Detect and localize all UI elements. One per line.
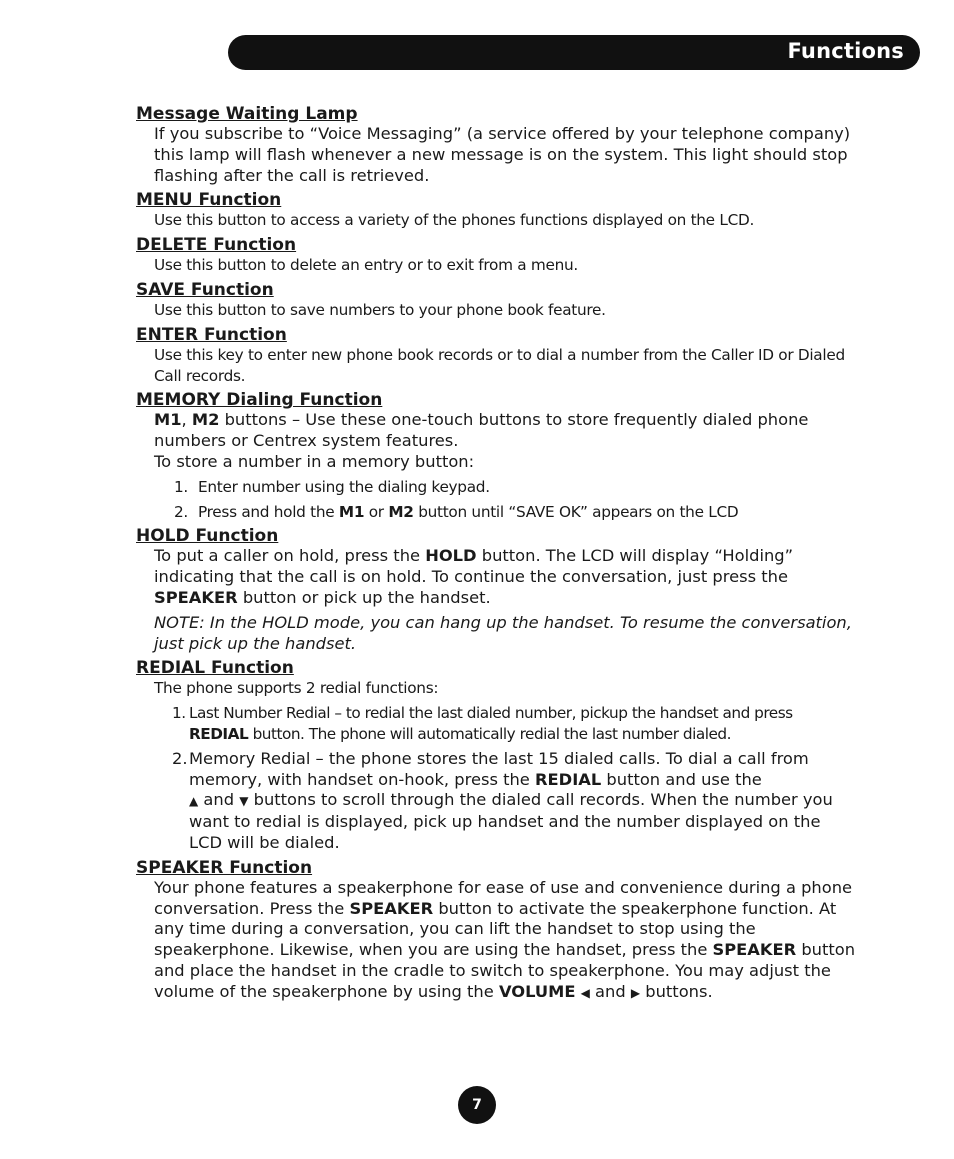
section-message-waiting-lamp: [136, 104, 856, 186]
manual-content: [136, 100, 856, 1004]
body-text: button to activate the speakerphone function. At any time during a conversation, you can lift the handset to stop using the speakerphone. Likewise, when you are using the handset, press the: [154, 898, 837, 960]
page-number: 7: [458, 1086, 496, 1124]
section-body: [154, 878, 856, 1004]
step-text: button until “SAVE OK” appears on the LCD: [413, 502, 739, 521]
step-text: button and use the: [601, 769, 762, 789]
step-text: Press and hold the: [198, 502, 339, 521]
body-text: Your phone features a speakerphone for ease of use and convenience during a phone conversation. Press the: [154, 877, 853, 918]
section-memory-dialing: [136, 390, 856, 522]
section-title: SAVE Function: [136, 279, 274, 300]
section-title: DELETE Function: [136, 235, 297, 256]
section-speaker-function: [136, 858, 856, 1004]
section-title: MEMORY Dialing Function: [136, 390, 383, 411]
speaker-label: SPEAKER: [349, 898, 434, 918]
section-body: [154, 546, 856, 608]
section-body: If you subscribe to “Voice Messaging” (a service offered by your telephone company) this lamp will flash whenever a new message is on the system. This light should stop flashing after the call is retrieved.: [154, 124, 851, 185]
step-text: buttons to scroll through the dialed call records. When the number you want to redial is displayed, pick up handset and the number displayed on the LCD will be dialed.: [189, 790, 833, 852]
body-text: button and place the handset in the cradle to switch to speakerphone. You may adjust the volume of the speakerphone by using the: [154, 940, 856, 1001]
volume-label: VOLUME: [498, 981, 576, 1001]
speaker-label: SPEAKER: [712, 940, 797, 960]
m1-label: M1: [154, 410, 182, 430]
memory-store-intro: To store a number in a memory button:: [154, 451, 475, 471]
list-item: [172, 703, 856, 745]
section-body: Use this button to delete an entry or to exit from a menu.: [154, 256, 578, 275]
section-redial-function: [136, 658, 856, 853]
body-text: button. The LCD will display “Holding” indicating that the call is on hold. To continue the conversation, just press the: [154, 546, 794, 587]
up-arrow-icon: ▲: [189, 794, 199, 809]
body-text: button or pick up the handset.: [237, 587, 491, 607]
section-body: [154, 410, 856, 452]
speaker-label: SPEAKER: [154, 587, 238, 607]
section-menu-function: [136, 190, 856, 231]
body-text: buttons.: [640, 981, 713, 1001]
step-text: Memory Redial – the phone stores the last 15 dialed calls. To dial a call from memory, with handset on-hook, press the: [189, 748, 809, 789]
hold-note: NOTE: In the HOLD mode, you can hang up the handset. To resume the conversation, just pick up the handset.: [154, 612, 852, 653]
section-enter-function: [136, 325, 856, 387]
memory-description: buttons – Use these one-touch buttons to store frequently dialed phone numbers or Centrex system features.: [154, 410, 809, 451]
section-title: REDIAL Function: [136, 658, 294, 679]
page-title: Functions: [787, 39, 904, 63]
section-title: HOLD Function: [136, 526, 279, 547]
step-text: Last Number Redial – to redial the last dialed number, pickup the handset and press: [189, 704, 793, 723]
hold-label: HOLD: [425, 546, 477, 566]
section-title: ENTER Function: [136, 324, 287, 345]
step-number: 2.: [174, 502, 188, 521]
m2-label: M2: [191, 410, 220, 430]
section-title: SPEAKER Function: [136, 857, 313, 878]
step-number: 1.: [172, 704, 186, 723]
down-arrow-icon: ▼: [239, 794, 249, 809]
section-hold-function: [136, 526, 856, 654]
section-title: MENU Function: [136, 190, 282, 211]
step-number: 1.: [174, 477, 188, 496]
section-save-function: [136, 280, 856, 321]
section-body: Use this button to access a variety of the phones functions displayed on the LCD.: [154, 211, 755, 230]
section-title: Message Waiting Lamp: [136, 104, 358, 124]
redial-label: REDIAL: [189, 724, 249, 743]
header-bar: [228, 35, 920, 70]
list-item: [172, 749, 856, 854]
redial-label: REDIAL: [535, 769, 602, 789]
list-item: [174, 477, 856, 498]
m2-label: M2: [388, 502, 414, 521]
list-item: [174, 502, 856, 523]
right-arrow-icon: ▶: [630, 985, 641, 1000]
step-text: and: [198, 790, 240, 810]
body-text: and: [589, 981, 631, 1001]
left-arrow-icon: ◀: [580, 985, 590, 1000]
step-text: or: [364, 502, 389, 521]
separator: ,: [181, 410, 192, 430]
step-text: Enter number using the dialing keypad.: [198, 477, 490, 496]
step-text: button. The phone will automatically redial the last number dialed.: [248, 724, 731, 743]
section-body: Use this button to save numbers to your phone book feature.: [154, 300, 606, 319]
m1-label: M1: [338, 502, 365, 521]
section-body: Use this key to enter new phone book records or to dial a number from the Caller ID or Dialed Call records.: [154, 345, 845, 385]
step-number: 2.: [172, 748, 188, 768]
section-delete-function: [136, 235, 856, 276]
body-text: To put a caller on hold, press the: [154, 546, 426, 566]
redial-intro: The phone supports 2 redial functions:: [154, 679, 439, 698]
